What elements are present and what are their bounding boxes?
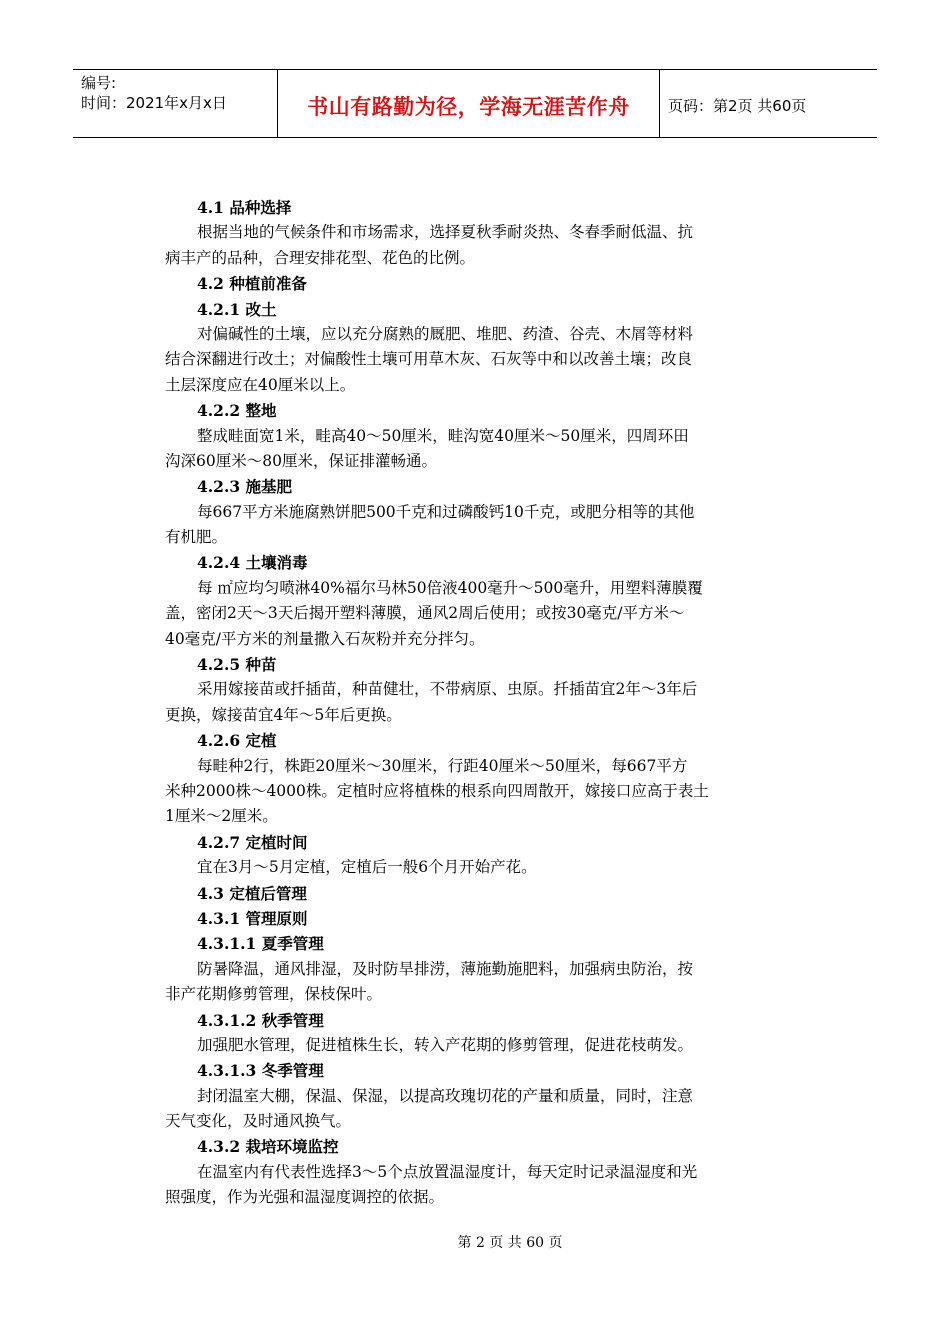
body-text-line: 照强度，作为光强和温湿度调控的依据。 bbox=[165, 1188, 445, 1207]
body-text-line: 1厘米～2厘米。 bbox=[165, 807, 278, 826]
body-text-line: 每 ㎡应均匀喷淋40%福尔马林50倍液400毫升～500毫升，用塑料薄膜覆 bbox=[197, 578, 703, 597]
section-heading: 4.3.2 栽培环境监控 bbox=[197, 1137, 339, 1157]
body-text-line: 防暑降温，通风排湿，及时防旱排涝，薄施勤施肥料，加强病虫防治，按 bbox=[197, 959, 694, 978]
body-text-line: 在温室内有代表性选择3～5个点放置温湿度计，每天定时记录温湿度和光 bbox=[197, 1162, 698, 1181]
body-text-line: 沟深60厘米～80厘米，保证排灌畅通。 bbox=[165, 451, 437, 470]
section-heading: 4.2.2 整地 bbox=[197, 401, 277, 421]
body-text-line: 更换，嫁接苗宜4年～5年后更换。 bbox=[165, 705, 402, 724]
body-text-line: 米种2000株～4000株。定植时应将植株的根系向四周散开，嫁接口应高于表土 bbox=[165, 781, 709, 800]
body-text-line: 非产花期修剪管理，保枝保叶。 bbox=[165, 985, 383, 1004]
page-footer: 第 2 页 共 60 页 bbox=[457, 1235, 563, 1251]
section-heading: 4.3.1.1 夏季管理 bbox=[197, 934, 324, 954]
body-text-line: 有机肥。 bbox=[165, 528, 228, 547]
section-heading: 4.2.1 改土 bbox=[197, 299, 277, 319]
section-heading: 4.3 定植后管理 bbox=[197, 883, 307, 903]
body-text-line: 根据当地的气候条件和市场需求，选择夏秋季耐炎热、冬春季耐低温、抗 bbox=[197, 223, 694, 242]
section-heading: 4.3.1.3 冬季管理 bbox=[197, 1061, 324, 1081]
section-heading: 4.3.1.2 秋季管理 bbox=[197, 1010, 324, 1030]
body-text-line: 封闭温室大棚，保温、保湿，以提高玫瑰切花的产量和质量，同时，注意 bbox=[197, 1086, 694, 1105]
section-heading: 4.2.4 土壤消毒 bbox=[197, 553, 308, 573]
section-heading: 4.2.5 种苗 bbox=[197, 655, 277, 675]
header-meta bbox=[73, 70, 278, 137]
document-body bbox=[165, 195, 765, 1211]
header-motto: 书山有路勤为径，学海无涯苦作舟 bbox=[278, 70, 660, 137]
section-heading: 4.2.6 定植 bbox=[197, 731, 277, 751]
document-number-label: 编号: bbox=[81, 74, 117, 92]
section-heading: 4.2 种植前准备 bbox=[197, 274, 307, 294]
body-text-line: 对偏碱性的土壤，应以充分腐熟的厩肥、堆肥、药渣、谷壳、木屑等材料 bbox=[197, 324, 694, 343]
section-heading: 4.2.3 施基肥 bbox=[197, 477, 293, 497]
section-heading: 4.1 品种选择 bbox=[197, 198, 292, 217]
body-text-line: 整成畦面宽1米，畦高40～50厘米，畦沟宽40厘米～50厘米，四周环田 bbox=[197, 426, 689, 445]
header-table bbox=[73, 69, 877, 138]
body-text-line: 40毫克/平方米的剂量撒入石灰粉并充分拌匀。 bbox=[165, 629, 485, 648]
body-text-line: 每667平方米施腐熟饼肥500千克和过磷酸钙10千克，或肥分相等的其他 bbox=[197, 502, 695, 521]
body-text-line: 病丰产的品种，合理安排花型、花色的比例。 bbox=[165, 248, 476, 267]
document-time: 时间：2021年x月x日 bbox=[81, 94, 227, 112]
body-text-line: 盖，密闭2天～3天后揭开塑料薄膜，通风2周后使用；或按30毫克/平方米～ bbox=[165, 604, 685, 623]
body-text-line: 土层深度应在40厘米以上。 bbox=[165, 375, 356, 394]
section-heading: 4.3.1 管理原则 bbox=[197, 908, 308, 928]
body-text-line: 采用嫁接苗或扦插苗，种苗健壮，不带病原、虫原。扦插苗宜2年～3年后 bbox=[197, 680, 698, 699]
body-text-line: 加强肥水管理，促进植株生长，转入产花期的修剪管理，促进花枝萌发。 bbox=[197, 1035, 694, 1054]
body-text-line: 宜在3月～5月定植，定植后一般6个月开始产花。 bbox=[197, 858, 537, 877]
header-page-info: 页码：第2页 共60页 bbox=[668, 97, 807, 115]
body-text-line: 天气变化，及时通风换气。 bbox=[165, 1112, 352, 1131]
section-heading: 4.2.7 定植时间 bbox=[197, 832, 308, 852]
body-text-line: 结合深翻进行改土；对偏酸性土壤可用草木灰、石灰等中和以改善土壤；改良 bbox=[165, 350, 693, 369]
body-text-line: 每畦种2行，株距20厘米～30厘米，行距40厘米～50厘米，每667平方 bbox=[197, 756, 688, 775]
